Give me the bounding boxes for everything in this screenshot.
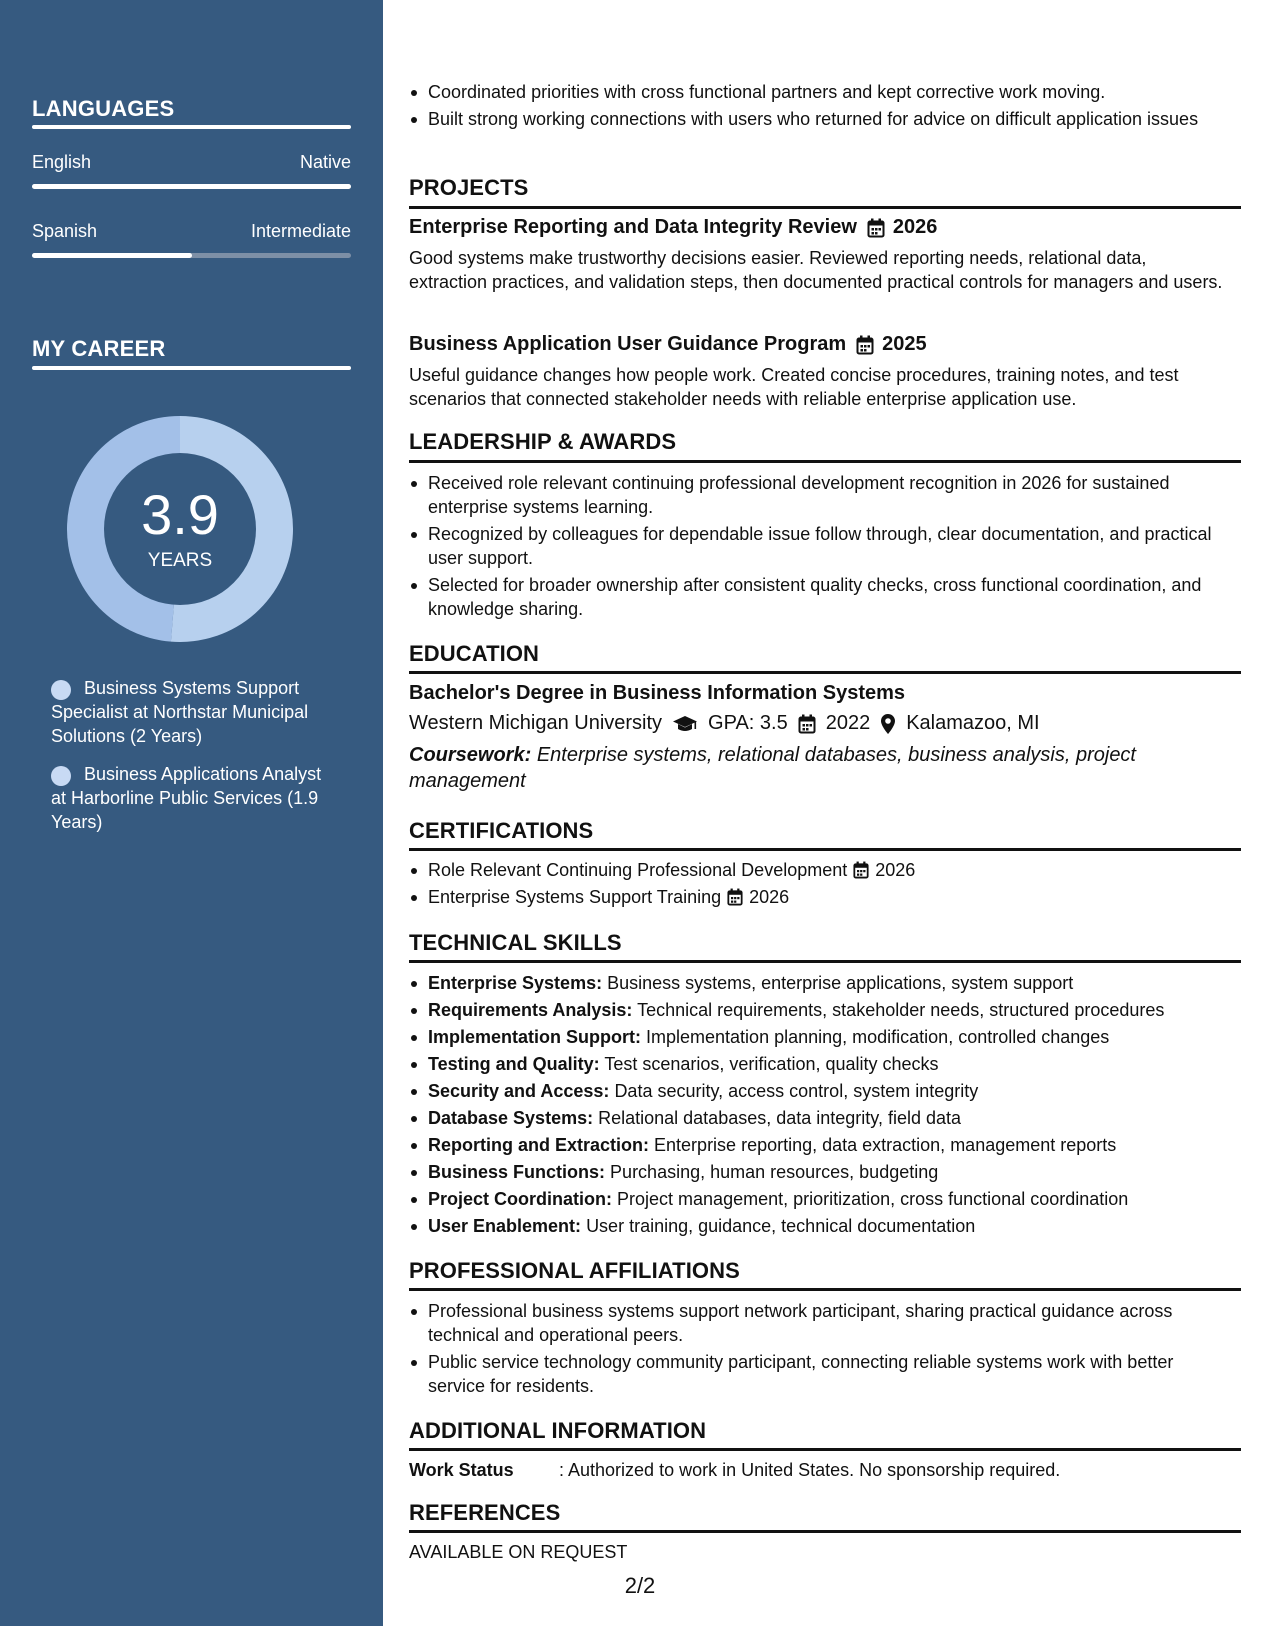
- certification-year: 2026: [749, 887, 790, 907]
- graduation-cap-icon: [672, 714, 698, 734]
- bullet-dot-icon: [51, 680, 71, 700]
- leadership-rule: [409, 460, 1241, 463]
- skill-label: Reporting and Extraction:: [428, 1135, 650, 1155]
- bullet-dot-icon: [51, 766, 71, 786]
- references-rule: [409, 1530, 1241, 1533]
- career-years-value: 3.9: [141, 483, 219, 546]
- calendar-icon: [867, 218, 885, 238]
- affiliation-bullet: Professional business systems support network participant, sharing practical guidance across technical and operational peers.: [409, 1299, 1229, 1347]
- coursework-label: Coursework:: [409, 744, 532, 766]
- career-item: [51, 762, 341, 834]
- career-item-text: Business Applications Analyst at Harborline Public Services (1.9 Years): [51, 764, 322, 832]
- skill-item: [409, 1079, 1229, 1103]
- skill-label: Enterprise Systems:: [428, 973, 603, 993]
- skill-value: User training, guidance, technical documentation: [586, 1216, 976, 1236]
- career-item-text: Business Systems Support Specialist at Northstar Municipal Solutions (2 Years): [51, 678, 309, 746]
- skill-value: Purchasing, human resources, budgeting: [610, 1162, 939, 1182]
- additional-info-rule: [409, 1448, 1241, 1451]
- skill-label: Project Coordination:: [428, 1189, 612, 1209]
- language-proficiency-bar: [32, 184, 351, 189]
- skill-label: Implementation Support:: [428, 1027, 641, 1047]
- certifications-list: [409, 858, 1229, 912]
- references-text: AVAILABLE ON REQUEST: [409, 1542, 628, 1562]
- projects-heading: PROJECTS: [409, 175, 529, 200]
- project-year: 2026: [892, 216, 938, 238]
- location-pin-icon: [880, 713, 896, 735]
- affiliations-bullets: [409, 1299, 1229, 1401]
- affiliation-bullet: Public service technology community participant, connecting reliable systems work with better service for residents.: [409, 1350, 1229, 1398]
- skill-value: Enterprise reporting, data extraction, management reports: [654, 1135, 1117, 1155]
- skill-value: Relational databases, data integrity, field data: [598, 1108, 962, 1128]
- work-status-value: : Authorized to work in United States. No sponsorship required.: [559, 1460, 1061, 1480]
- language-row-english: [32, 152, 351, 173]
- experience-bullet: Built strong working connections with users who returned for advice on difficult application issues: [409, 107, 1229, 131]
- project-year: 2025: [882, 333, 927, 355]
- technical-skills-heading: TECHNICAL SKILLS: [409, 930, 622, 955]
- calendar-icon: [856, 335, 874, 355]
- skill-value: Data security, access control, system integrity: [614, 1081, 979, 1101]
- project-title-row: [409, 216, 937, 239]
- references-heading: REFERENCES: [409, 1500, 561, 1525]
- project-description: Good systems make trustworthy decisions easier. Reviewed reporting needs, relational data, extraction practices, and validation steps, then documented practical controls for managers and users.: [409, 248, 1223, 292]
- calendar-icon: [798, 714, 816, 734]
- skill-value: Implementation planning, modification, controlled changes: [646, 1027, 1110, 1047]
- project-title-row: [409, 333, 927, 356]
- skill-item: [409, 1160, 1229, 1184]
- skill-label: Requirements Analysis:: [428, 1000, 633, 1020]
- leadership-heading: LEADERSHIP & AWARDS: [409, 429, 677, 454]
- language-level: Intermediate: [250, 221, 351, 241]
- skill-value: Technical requirements, stakeholder needs, structured procedures: [637, 1000, 1165, 1020]
- career-years-label: YEARS: [147, 550, 213, 571]
- additional-info-heading: ADDITIONAL INFORMATION: [409, 1418, 707, 1443]
- skill-label: Security and Access:: [428, 1081, 610, 1101]
- languages-heading-rule: [32, 125, 351, 129]
- languages-heading: LANGUAGES: [32, 96, 175, 121]
- coursework-text: Enterprise systems, relational databases, business analysis, project management: [409, 744, 1136, 792]
- language-level: Native: [299, 152, 351, 172]
- skill-item: [409, 971, 1229, 995]
- certification-name: Role Relevant Continuing Professional Development: [428, 860, 848, 880]
- certification-name: Enterprise Systems Support Training: [428, 887, 722, 907]
- leadership-bullets: [409, 471, 1229, 624]
- skill-label: Business Functions:: [428, 1162, 606, 1182]
- career-item: [51, 676, 341, 748]
- career-heading: MY CAREER: [32, 336, 166, 361]
- affiliations-heading: PROFESSIONAL AFFILIATIONS: [409, 1258, 740, 1283]
- certification-item: [409, 885, 1229, 909]
- experience-bullets: [409, 80, 1229, 134]
- language-name: English: [32, 152, 92, 172]
- skill-item: [409, 1187, 1229, 1211]
- language-proficiency-bar: [32, 253, 351, 258]
- calendar-icon: [727, 888, 743, 906]
- education-location: Kalamazoo, MI: [906, 712, 1040, 734]
- skill-value: Business systems, enterprise applications, system support: [607, 973, 1074, 993]
- page-number: 2/2: [624, 1573, 656, 1598]
- calendar-icon: [853, 861, 869, 879]
- career-list: [51, 676, 341, 848]
- projects-rule: [409, 206, 1241, 209]
- project-description: Useful guidance changes how people work. Created concise procedures, training notes, and test scenarios that connected stakeholder needs with reliable enterprise application use.: [409, 365, 1179, 409]
- skill-label: Database Systems:: [428, 1108, 594, 1128]
- certifications-rule: [409, 848, 1241, 851]
- leadership-bullet: Selected for broader ownership after consistent quality checks, cross functional coordination, and knowledge sharing.: [409, 573, 1229, 621]
- certification-year: 2026: [875, 860, 916, 880]
- affiliations-rule: [409, 1288, 1241, 1291]
- language-proficiency-fill: [32, 184, 351, 189]
- education-degree: Bachelor's Degree in Business Information Systems: [409, 682, 906, 704]
- skill-item: [409, 998, 1229, 1022]
- work-status-label: Work Status: [409, 1460, 514, 1480]
- education-heading: EDUCATION: [409, 641, 540, 666]
- language-proficiency-fill: [32, 253, 192, 258]
- technical-skills-rule: [409, 960, 1241, 963]
- skill-value: Test scenarios, verification, quality checks: [604, 1054, 939, 1074]
- leadership-bullet: Received role relevant continuing professional development recognition in 2026 for sustained enterprise systems learning.: [409, 471, 1229, 519]
- education-school: Western Michigan University: [409, 712, 663, 734]
- skill-value: Project management, prioritization, cross functional coordination: [617, 1189, 1129, 1209]
- project-title: Business Application User Guidance Program: [409, 333, 847, 355]
- leadership-bullet: Recognized by colleagues for dependable issue follow through, clear documentation, and practical user support.: [409, 522, 1229, 570]
- project-title: Enterprise Reporting and Data Integrity Review: [409, 216, 857, 238]
- experience-bullet: Coordinated priorities with cross functional partners and kept corrective work moving.: [409, 80, 1229, 104]
- skill-item: [409, 1214, 1229, 1238]
- certification-item: [409, 858, 1229, 882]
- skill-label: User Enablement:: [428, 1216, 582, 1236]
- skill-item: [409, 1133, 1229, 1157]
- skill-item: [409, 1052, 1229, 1076]
- education-coursework: [409, 742, 1229, 794]
- work-status-row: [409, 1460, 1060, 1481]
- certifications-heading: CERTIFICATIONS: [409, 818, 594, 843]
- education-year: 2022: [825, 712, 871, 734]
- sidebar: [0, 0, 383, 1626]
- technical-skills-list: [409, 971, 1229, 1241]
- language-name: Spanish: [32, 221, 98, 241]
- education-gpa: GPA: 3.5: [708, 712, 788, 734]
- skill-item: [409, 1106, 1229, 1130]
- career-heading-rule: [32, 366, 351, 370]
- education-details-row: [409, 712, 1040, 735]
- language-row-spanish: [32, 221, 351, 242]
- education-rule: [409, 671, 1241, 674]
- skill-item: [409, 1025, 1229, 1049]
- skill-label: Testing and Quality:: [428, 1054, 600, 1074]
